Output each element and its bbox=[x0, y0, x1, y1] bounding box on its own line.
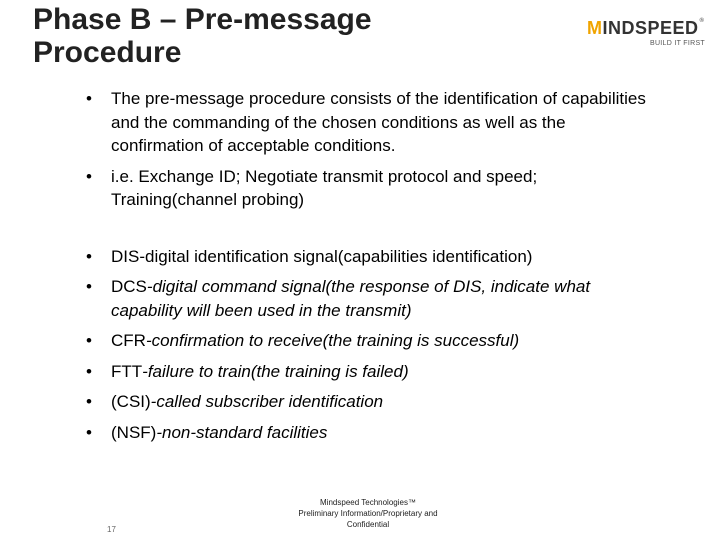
signal-definition: -failure to train(the training is failed) bbox=[142, 361, 409, 381]
signal-definition: -digital identification signal(capabilities identification) bbox=[139, 246, 533, 266]
bullet-marker: • bbox=[86, 246, 92, 266]
signal-term: CFR bbox=[111, 331, 146, 350]
bullet-marker: • bbox=[86, 277, 92, 296]
bullet-marker: • bbox=[86, 331, 92, 350]
signal-term: DCS bbox=[111, 277, 147, 296]
footer-notice bbox=[268, 497, 468, 530]
signal-term: DIS bbox=[111, 246, 140, 266]
bullet-content bbox=[86, 87, 646, 451]
intro-bullet bbox=[86, 165, 646, 212]
page-number: 17 bbox=[107, 525, 116, 534]
signal-bullet bbox=[86, 329, 646, 353]
bullet-text: The pre-message procedure consists of the identification of capabilities and the commanding of the chosen conditions as well as the confirmation of acceptable conditions. bbox=[111, 89, 646, 155]
spacer bbox=[86, 219, 646, 245]
logo-wordmark bbox=[587, 18, 704, 39]
signal-bullet bbox=[86, 275, 646, 322]
slide-title: Phase B – Pre-message Procedure bbox=[33, 3, 372, 69]
signal-bullet bbox=[86, 360, 646, 384]
logo-name-rest: INDSPEED bbox=[602, 18, 699, 38]
signal-definition: -non-standard facilities bbox=[156, 422, 328, 442]
footer-line: Mindspeed Technologies™ bbox=[320, 498, 416, 507]
signal-term: (CSI) bbox=[111, 392, 151, 411]
bullet-marker: • bbox=[86, 89, 92, 108]
signal-definition: -called subscriber identification bbox=[150, 392, 384, 411]
mindspeed-logo bbox=[583, 18, 713, 52]
bullet-text: i.e. Exchange ID; Negotiate transmit protocol and speed; Training(channel probing) bbox=[111, 166, 538, 209]
signal-definition: -confirmation to receive(the training is successful) bbox=[145, 331, 520, 350]
intro-bullet-list bbox=[86, 87, 646, 212]
footer-line: Confidential bbox=[346, 520, 390, 529]
signal-bullet bbox=[86, 390, 646, 414]
footer-line: Preliminary Information/Proprietary and bbox=[298, 509, 438, 518]
bullet-marker: • bbox=[86, 361, 92, 381]
signal-definition: -digital command signal(the response of DIS, indicate what capability will been used in the transmit) bbox=[111, 277, 591, 320]
intro-bullet bbox=[86, 87, 646, 158]
bullet-marker: • bbox=[86, 422, 92, 442]
signal-bullet bbox=[86, 245, 646, 269]
bullet-marker: • bbox=[86, 166, 92, 186]
signal-term: FTT bbox=[111, 361, 143, 381]
signal-term: (NSF) bbox=[111, 422, 157, 442]
logo-tagline: BUILD IT FIRST bbox=[649, 40, 705, 47]
logo-registered-mark: ® bbox=[699, 18, 705, 24]
signal-bullet-list bbox=[86, 245, 646, 445]
logo-m-letter: M bbox=[587, 18, 603, 38]
signal-bullet bbox=[86, 421, 646, 445]
bullet-marker: • bbox=[86, 392, 92, 411]
